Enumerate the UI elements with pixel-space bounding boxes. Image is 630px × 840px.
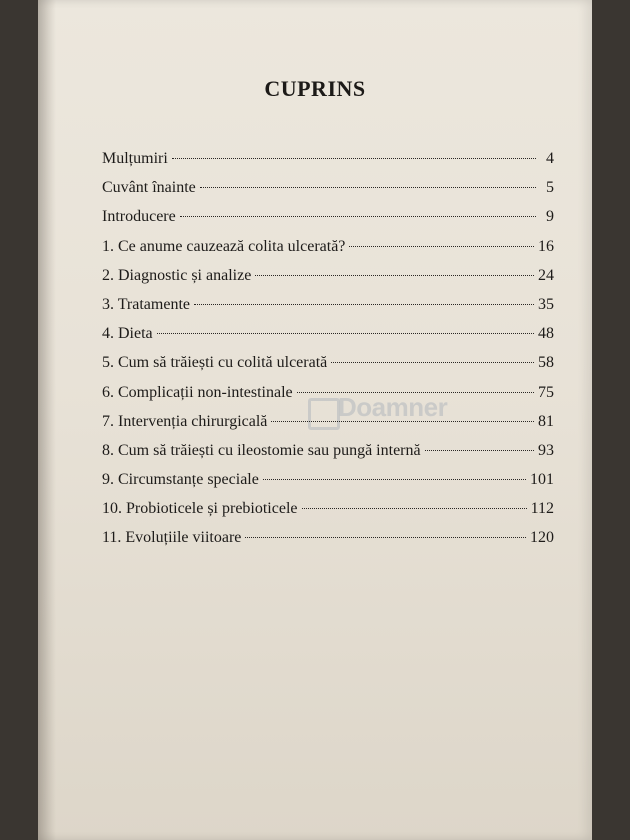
toc-entry-title: 6. Complicații non-intestinale: [102, 383, 293, 401]
dot-leader: [200, 187, 536, 188]
dot-leader: [180, 216, 536, 217]
toc-entry-title: Mulțumiri: [102, 150, 168, 167]
toc-entry-title: 9. Circumstanțe speciale: [102, 471, 259, 489]
toc-entry: [102, 208, 554, 237]
toc-entry-page-number: 75: [538, 383, 554, 401]
dot-leader: [172, 158, 536, 159]
dot-leader: [425, 450, 534, 451]
toc-entry-page-number: 35: [538, 295, 554, 313]
toc-entry: [102, 413, 554, 442]
toc-entry-page-number: 24: [538, 266, 554, 284]
dot-leader: [271, 421, 534, 422]
toc-entry-page-number: 58: [538, 354, 554, 372]
toc-entry-title: Introducere: [102, 208, 176, 226]
toc-entry: [102, 267, 554, 296]
toc-entry-title: 2. Diagnostic și analize: [102, 266, 252, 284]
toc-entry-page-number: 4: [546, 150, 554, 167]
dot-leader: [157, 333, 534, 334]
table-of-contents: [102, 150, 554, 559]
toc-entry-page-number: 5: [546, 179, 554, 197]
dot-leader: [255, 275, 534, 276]
toc-entry-title: 1. Ce anume cauzează colita ulcerată?: [102, 237, 346, 255]
toc-entry-title: 5. Cum să trăiești cu colită ulcerată: [102, 354, 328, 372]
dot-leader: [297, 392, 534, 393]
toc-entry: [102, 442, 554, 471]
toc-entry-page-number: 93: [538, 441, 554, 459]
toc-entry: [102, 296, 554, 325]
toc-entry-title: 4. Dieta: [102, 325, 153, 343]
toc-entry: [102, 354, 554, 383]
toc-entry-title: 3. Tratamente: [102, 295, 190, 313]
toc-entry-page-number: 112: [530, 500, 554, 518]
toc-entry-page-number: 101: [530, 471, 554, 489]
toc-entry: [102, 150, 554, 179]
toc-entry-title: 10. Probioticele și prebioticele: [102, 500, 298, 518]
toc-entry-title: Cuvânt înainte: [102, 179, 196, 197]
dot-leader: [245, 537, 526, 538]
toc-entry-title: 7. Intervenția chirurgicală: [102, 412, 268, 430]
watermark-text: Doamner: [338, 392, 448, 422]
toc-entry-page-number: 81: [538, 412, 554, 430]
toc-entry-page-number: 120: [530, 529, 554, 547]
toc-entry: [102, 529, 554, 558]
spine-shadow: [38, 0, 56, 840]
toc-entry-page-number: 9: [546, 208, 554, 226]
dot-leader: [302, 508, 527, 509]
dot-leader: [331, 362, 534, 363]
dot-leader: [263, 479, 526, 480]
dot-leader: [194, 304, 534, 305]
toc-entry-title: 11. Evoluțiile viitoare: [102, 529, 242, 547]
dot-leader: [349, 246, 534, 247]
toc-entry: [102, 500, 554, 529]
toc-entry: [102, 179, 554, 208]
toc-entry: [102, 238, 554, 267]
toc-entry-page-number: 48: [538, 325, 554, 343]
toc-entry-title: 8. Cum să trăiești cu ileostomie sau pungă internă: [102, 441, 421, 459]
toc-entry: [102, 325, 554, 354]
page-title: CUPRINS: [264, 76, 366, 101]
book-page: [38, 0, 592, 840]
toc-entry: [102, 384, 554, 413]
toc-entry: [102, 471, 554, 500]
toc-entry-page-number: 16: [538, 237, 554, 255]
